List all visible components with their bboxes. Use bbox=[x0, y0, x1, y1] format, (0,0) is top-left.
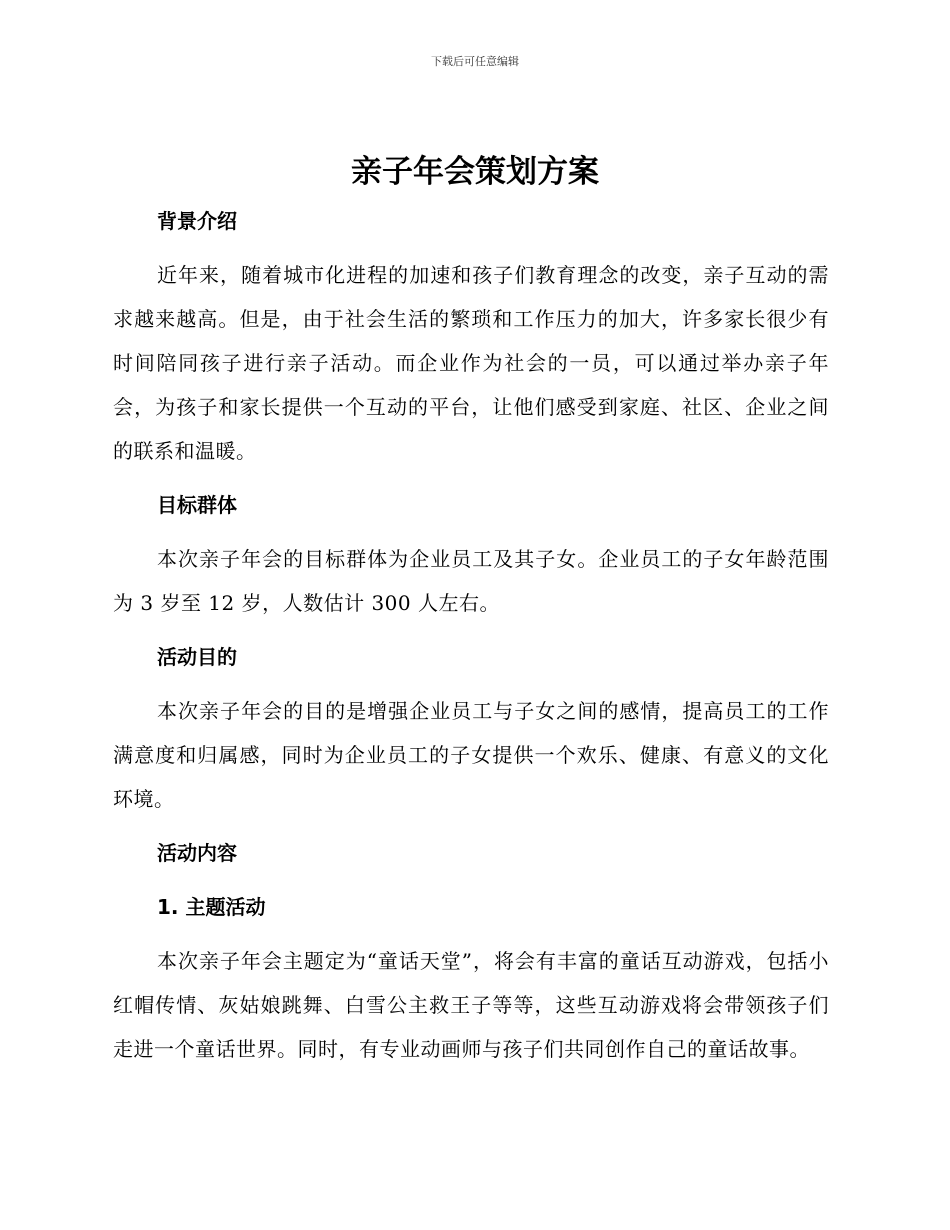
section-heading-content: 活动内容 bbox=[157, 841, 237, 865]
document-body bbox=[113, 199, 829, 1071]
section-paragraph-purpose: 本次亲子年会的目的是增强企业员工与子女之间的感情，提高员工的工作满意度和归属感，同时为企业员工的子女提供一个欢乐、健康、有意义的文化环境。 bbox=[113, 699, 829, 811]
section-heading-theme-activity: 1. 主题活动 bbox=[157, 895, 266, 919]
section-heading-purpose: 活动目的 bbox=[157, 645, 237, 669]
document-title: 亲子年会策划方案 bbox=[351, 154, 599, 190]
section-heading-target-group: 目标群体 bbox=[157, 493, 237, 517]
section-heading-background: 背景介绍 bbox=[157, 209, 237, 233]
section-paragraph-background: 近年来，随着城市化进程的加速和孩子们教育理念的改变，亲子互动的需求越来越高。但是，由于社会生活的繁琐和工作压力的加大，许多家长很少有时间陪同孩子进行亲子活动。而企业作为社会的一员，可以通过举办亲子年会，为孩子和家长提供一个互动的平台，让他们感受到家庭、社区、企业之间的联系和温暖。 bbox=[113, 263, 829, 463]
section-paragraph-target-group: 本次亲子年会的目标群体为企业员工及其子女。企业员工的子女年龄范围为 3 岁至 12 岁，人数估计 300 人左右。 bbox=[113, 547, 829, 615]
page-header-note: 下载后可任意编辑 bbox=[431, 55, 519, 68]
section-paragraph-theme-activity: 本次亲子年会主题定为“童话天堂”，将会有丰富的童话互动游戏，包括小红帽传情、灰姑娘跳舞、白雪公主救王子等等，这些互动游戏将会带领孩子们走进一个童话世界。同时，有专业动画师与孩子们共同创作自己的童话故事。 bbox=[113, 949, 829, 1061]
